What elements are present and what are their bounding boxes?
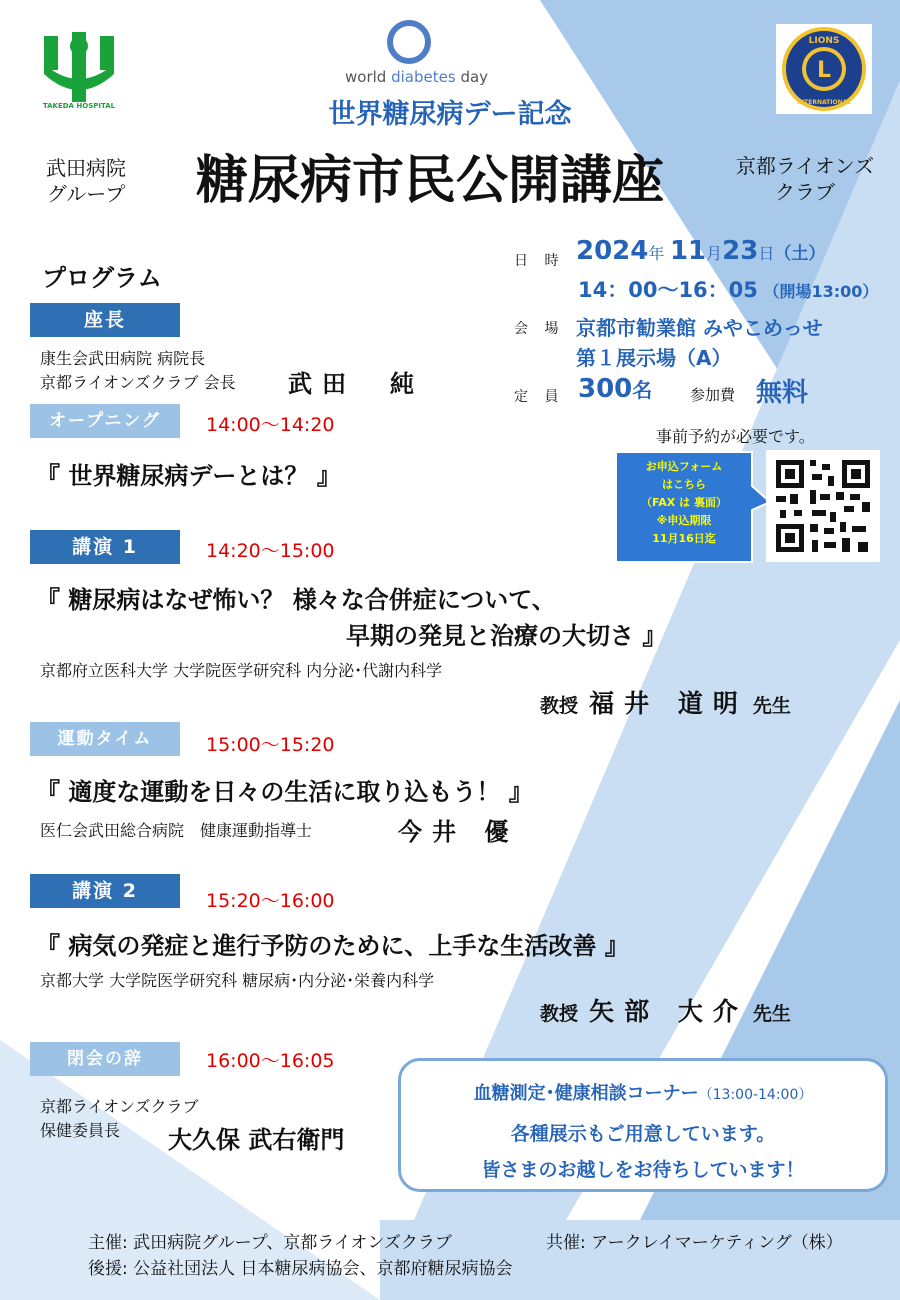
lecture1-speaker [540, 684, 791, 720]
date-day-unit: 日 [758, 244, 775, 263]
blue-circle-icon [385, 18, 433, 66]
lions-logo-top-text: LIONS [808, 36, 840, 46]
fee-value: 無料 [756, 378, 809, 408]
application-callout[interactable] [616, 458, 752, 548]
venue-line1: 京都市勧業館 みやこめっせ [576, 316, 823, 340]
lecture2-name: 矢部 大介 [589, 997, 748, 1026]
chair-name: 武田 純 [288, 370, 424, 398]
callout-line1: お申込フォーム [645, 460, 723, 473]
closing-affiliation-2: 保健委員長 [40, 1121, 121, 1140]
wdd-world: world [345, 68, 387, 86]
event-date [576, 236, 825, 266]
lecture2-title: 『 病気の発症と進行予防のために、上手な生活改善 』 [36, 932, 629, 960]
corner-line1 [401, 1079, 885, 1105]
lecture1-title-line1: 『 糖尿病はなぜ怖い？ 様々な合併症について、 [36, 586, 556, 614]
closing-name: 大久保 武右衛門 [168, 1126, 345, 1154]
date-month: 11 [669, 236, 707, 266]
closing-label: 閉会の辞 [30, 1042, 180, 1076]
date-weekday: （土） [774, 244, 826, 264]
lecture2-affiliation: 京都大学 大学院医学研究科 糖尿病･内分泌･栄養内科学 [40, 971, 435, 990]
lecture2-label: 講演 2 [30, 874, 180, 908]
lions-emblem-icon [776, 24, 872, 114]
wdd-day: day [460, 68, 489, 86]
lions-logo-letter: L [816, 58, 832, 83]
lecture1-name: 福井 道明 [589, 689, 748, 718]
lecture1-affiliation: 京都府立医科大学 大学院医学研究科 内分泌･代謝内科学 [40, 661, 443, 680]
takeda-logo [24, 24, 134, 116]
footer-organizers: 主催: 武田病院グループ、京都ライオンズクラブ [88, 1233, 452, 1253]
lecture2-speaker [540, 992, 791, 1028]
lions-logo-bottom-text: INTERNATIONAL [796, 99, 852, 106]
world-diabetes-day-logo [345, 68, 488, 86]
callout-line3: （FAX は 裏面） [641, 496, 727, 509]
corner-line3: 皆さまのお越しをお待ちしています！ [481, 1159, 805, 1181]
venue-line2: 第１展示場（A） [576, 346, 732, 370]
qr-code-icon [766, 450, 880, 562]
lecture1-label: 講演 1 [30, 530, 180, 564]
opening-time: 14:00〜14:20 [206, 414, 335, 436]
date-month-unit: 月 [706, 244, 723, 263]
exercise-affiliation: 医仁会武田総合病院 健康運動指導士 [40, 821, 313, 840]
callout-line2: はこちら [662, 478, 706, 491]
footer-cosponsor: 共催: アークレイマーケティング（株） [546, 1233, 843, 1253]
callout-line4: ※申込期限 [656, 514, 712, 527]
callout-line5: 11月16日迄 [652, 532, 716, 545]
closing-time: 16:00〜16:05 [206, 1050, 335, 1072]
lecture1-role: 教授 [540, 695, 579, 717]
right-org-line1: 京都ライオンズ [735, 154, 875, 178]
venue-label: 会 場 [514, 321, 565, 337]
event-time-row [578, 274, 878, 304]
consultation-corner-box [398, 1058, 888, 1192]
closing-affiliation-1: 京都ライオンズクラブ [40, 1097, 199, 1116]
date-year-unit: 年 [648, 244, 665, 263]
capacity-unit: 名 [632, 378, 653, 402]
event-subtitle: 世界糖尿病デー記念 [328, 99, 572, 130]
qr-code[interactable] [766, 450, 880, 562]
fee-label: 参加費 [690, 386, 736, 404]
footer-supporters: 後援: 公益社団法人 日本糖尿病協会、京都府糖尿病協会 [88, 1259, 513, 1279]
lecture2-role: 教授 [540, 1003, 579, 1025]
corner-line2: 各種展示もご用意しています。 [510, 1123, 776, 1145]
wdd-diabetes: diabetes [391, 68, 456, 86]
lions-logo [776, 24, 872, 114]
left-org-line2: グループ [46, 182, 126, 206]
corner-title: 血糖測定･健康相談コーナー [473, 1083, 699, 1104]
open-time: （開場13:00） [763, 282, 879, 301]
date-label: 日 時 [514, 253, 565, 269]
corner-time: （13:00-14:00） [698, 1087, 813, 1103]
lecture2-suffix: 先生 [752, 1003, 791, 1025]
takeda-logo-text: TAKEDA HOSPITAL [42, 102, 116, 110]
event-time: 14：00〜16：05 [578, 278, 758, 302]
capacity [578, 374, 652, 404]
capacity-number: 300 [578, 374, 633, 404]
date-year: 2024 [576, 236, 649, 266]
lecture1-time: 14:20〜15:00 [206, 540, 335, 562]
lecture1-suffix: 先生 [752, 695, 791, 717]
date-day: 23 [722, 236, 759, 266]
capacity-label: 定 員 [514, 389, 565, 405]
program-heading: プログラム [42, 264, 162, 292]
right-org-line2: クラブ [775, 180, 835, 204]
opening-label: オープニング [30, 404, 180, 438]
left-org-line1: 武田病院 [46, 156, 126, 180]
exercise-label: 運動タイム [30, 722, 180, 756]
lecture1-title-line2: 早期の発見と治療の大切さ 』 [346, 622, 667, 650]
exercise-title: 『 適度な運動を日々の生活に取り込もう！ 』 [36, 778, 533, 806]
exercise-name: 今井 優 [398, 818, 519, 846]
chair-label: 座長 [30, 303, 180, 337]
opening-title: 『 世界糖尿病デーとは？ 』 [36, 462, 341, 490]
lecture2-time: 15:20〜16:00 [206, 890, 335, 912]
chair-affiliation-1: 康生会武田病院 病院長 [40, 349, 206, 368]
page-title: 糖尿病市民公開講座 [195, 151, 664, 211]
reservation-note: 事前予約が必要です。 [656, 427, 815, 446]
chair-affiliation-2: 京都ライオンズクラブ 会長 [40, 373, 236, 392]
exercise-time: 15:00〜15:20 [206, 734, 335, 756]
